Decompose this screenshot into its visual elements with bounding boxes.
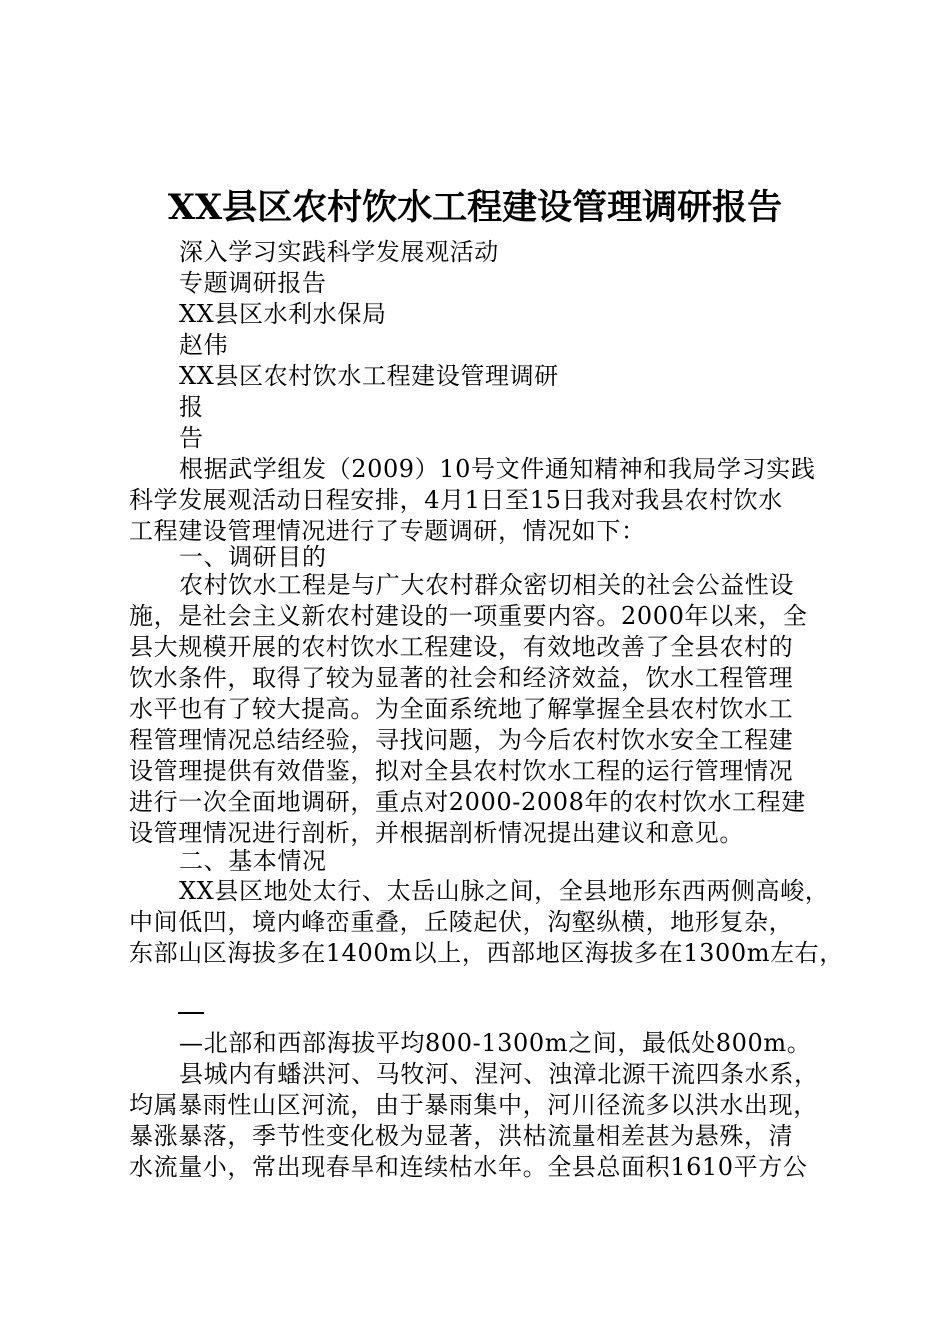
section-heading-purpose: 一、调研目的 (179, 543, 327, 571)
header-line-organization: XX县区水利水保局 (179, 300, 387, 328)
header-line-gao: 告 (179, 424, 204, 452)
document-title: XX县区农村饮水工程建设管理调研报告 (167, 187, 783, 228)
paragraph-line: 农村饮水工程是与广大农村群众密切相关的社会公益性设 (179, 571, 794, 599)
section-heading-basic-situation: 二、基本情况 (179, 847, 327, 875)
paragraph-line: 程管理情况总结经验，寻找问题，为今后农村饮水安全工程建 (129, 726, 794, 754)
header-line-bao: 报 (179, 393, 204, 421)
intro-line: 根据武学组发（2009）10号文件通知精神和我局学习实践 (179, 455, 816, 483)
paragraph-line: 县大规模开展的农村饮水工程建设，有效地改善了全县农村的 (129, 633, 794, 661)
paragraph-line: 施，是社会主义新农村建设的一项重要内容。2000年以来，全 (129, 602, 808, 630)
paragraph-line: 设管理情况进行剖析，并根据剖析情况提出建议和意见。 (129, 819, 744, 847)
paragraph-line: 水平也有了较大提高。为全面系统地了解掌握全县农村饮水工 (129, 695, 794, 723)
paragraph-line: 设管理提供有效借鉴，拟对全县农村饮水工程的运行管理情况 (129, 757, 794, 785)
header-line-report-type: 专题调研报告 (179, 269, 327, 297)
paragraph-line: 东部山区海拔多在1400m以上，西部地区海拔多在1300m左右， (129, 939, 844, 967)
paragraph-line: 水流量小，常出现春旱和连续枯水年。全县总面积1610平方公 (129, 1153, 808, 1181)
paragraph-line: 饮水条件，取得了较为显著的社会和经济效益，饮水工程管理 (129, 664, 794, 692)
paragraph-line: 中间低凹，境内峰峦重叠，丘陵起伏，沟壑纵横，地形复杂， (129, 908, 794, 936)
paragraph-line: XX县区地处太行、太岳山脉之间，全县地形东西两侧高峻， (179, 877, 830, 905)
paragraph-line: 暴涨暴落，季节性变化极为显著，洪枯流量相差甚为悬殊，清 (129, 1122, 794, 1150)
intro-line: 工程建设管理情况进行了专题调研，情况如下： (129, 517, 646, 545)
dash-mark (178, 1012, 204, 1014)
paragraph-line: 县城内有蟠洪河、马牧河、涅河、浊漳北源干流四条水系， (179, 1060, 819, 1088)
header-line-campaign: 深入学习实践科学发展观活动 (179, 238, 499, 266)
paragraph-line: 均属暴雨性山区河流，由于暴雨集中，河川径流多以洪水出现， (129, 1091, 818, 1119)
paragraph-line: 进行一次全面地调研，重点对2000-2008年的农村饮水工程建 (129, 788, 806, 816)
paragraph-line: —北部和西部海拔平均800-1300m之间，最低处800m。 (179, 1029, 812, 1057)
header-line-author: 赵伟 (179, 331, 229, 359)
header-line-subject: XX县区农村饮水工程建设管理调研 (179, 362, 559, 390)
intro-line: 科学发展观活动日程安排，4月1日至15日我对我县农村饮水 (129, 486, 783, 514)
